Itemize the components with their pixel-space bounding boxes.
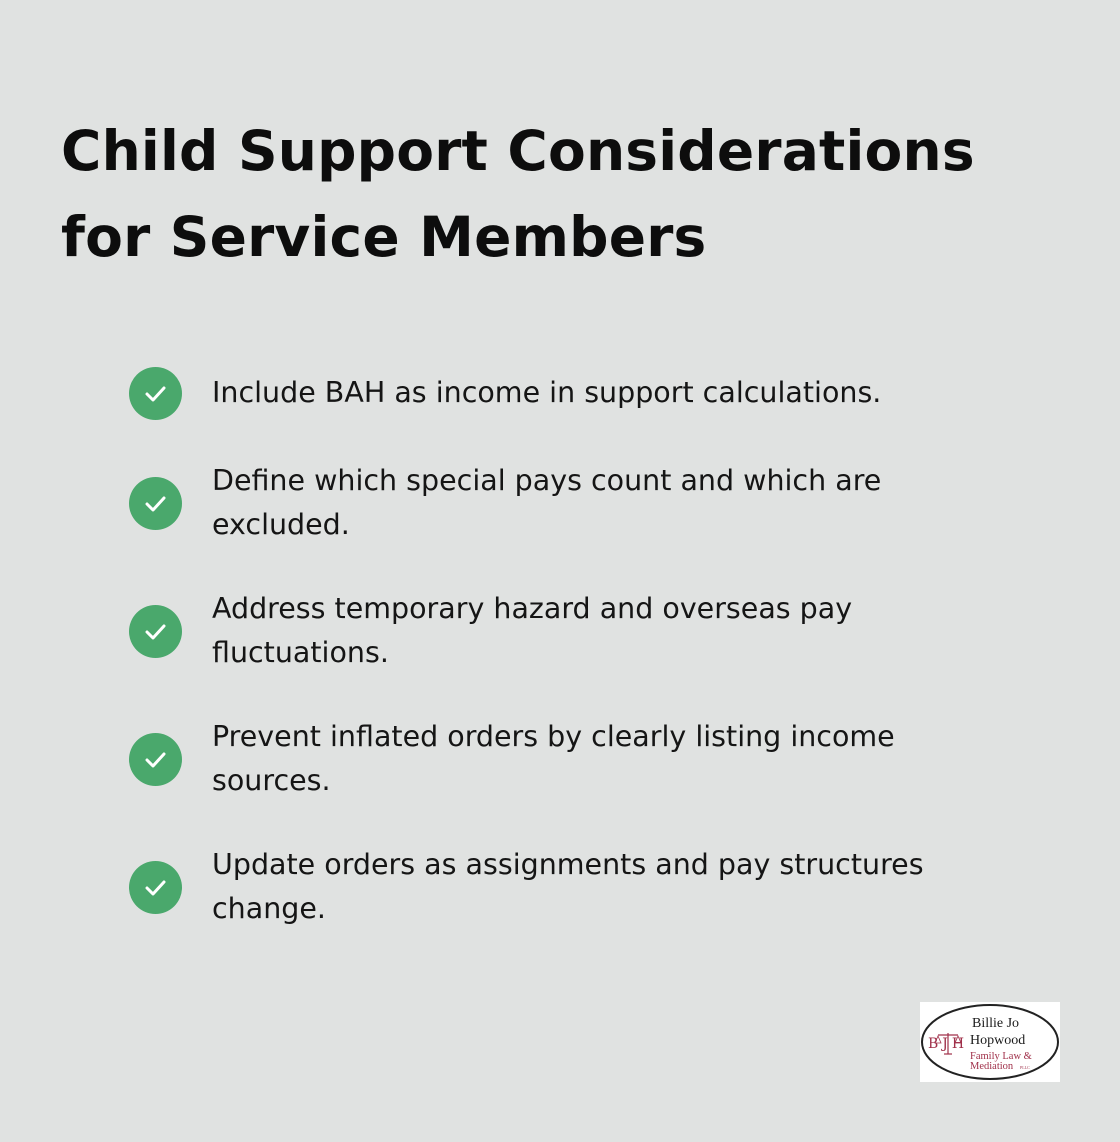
title-line-1: Child Support Considerations [61, 119, 975, 183]
checklist-item-line: excluded. [212, 508, 350, 541]
title-line-2: for Service Members [61, 205, 707, 269]
checklist-item [129, 848, 989, 925]
checklist-item-line: sources. [212, 764, 331, 797]
checklist-item-line: Address temporary hazard and overseas pay [212, 592, 853, 625]
logo-suffix: PLLC [1020, 1065, 1030, 1070]
checklist-item-line: Update orders as assignments and pay structures [212, 848, 924, 881]
checklist-item-text [212, 459, 992, 547]
check-icon [129, 733, 182, 786]
check-icon [129, 861, 182, 914]
logo-monogram: BJH [927, 1036, 969, 1052]
checklist-item-line: fluctuations. [212, 636, 389, 669]
check-icon [129, 367, 182, 420]
logo-line-4: Mediation [970, 1061, 1014, 1072]
checklist-item [129, 720, 989, 797]
checklist-item-text [212, 371, 992, 415]
checklist-item-text [212, 843, 992, 931]
logo-line-1: Billie Jo [972, 1016, 1020, 1031]
checklist-item-line: Include BAH as income in support calculations. [212, 376, 882, 409]
checklist-item-text [212, 587, 992, 675]
checklist-item [129, 592, 989, 669]
checklist-item [129, 464, 989, 541]
firm-logo [920, 1002, 1060, 1082]
checklist-item-text [212, 715, 992, 803]
logo-line-3: Family Law & [970, 1051, 1032, 1062]
checklist-item-line: Prevent inflated orders by clearly listing income [212, 720, 895, 753]
checklist-item [129, 376, 989, 409]
logo-line-2: Hopwood [970, 1033, 1026, 1048]
check-icon [129, 477, 182, 530]
check-icon [129, 605, 182, 658]
checklist-item-line: Define which special pays count and which are [212, 464, 882, 497]
checklist-item-line: change. [212, 892, 326, 925]
